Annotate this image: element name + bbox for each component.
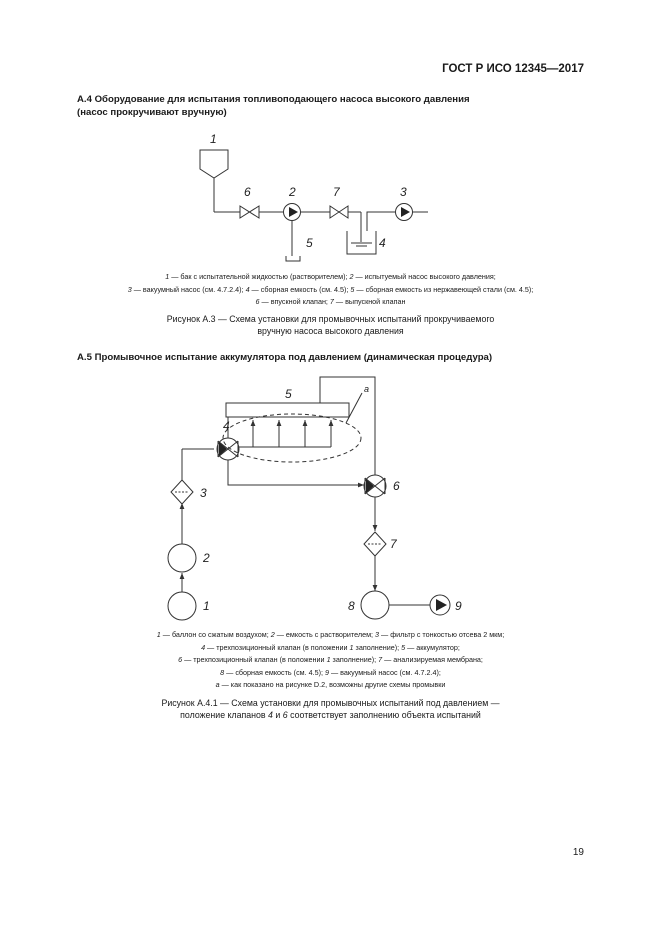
- legend-number: 1: [165, 272, 170, 281]
- legend-number: 1: [326, 655, 331, 665]
- legend-line: [40, 642, 621, 655]
- legend-number: 9: [324, 667, 329, 677]
- legend-text: — трехпозиционный клапан (в положении: [182, 655, 327, 665]
- figure-a3-diagram: [200, 150, 428, 261]
- fig41-label-5: 5: [285, 387, 292, 401]
- caption-line: [60, 710, 601, 722]
- fig3-label-5: 5: [306, 236, 313, 250]
- legend-line: [40, 654, 621, 667]
- legend-text: — как показано на рисунке D.2, возможны другие схемы промывки: [219, 680, 446, 690]
- legend-text: — фильтр с тонкостью отсева 2 мкм;: [379, 630, 505, 639]
- legend-text: — испытуемый насос высокого давления;: [353, 272, 496, 281]
- pipe-to-vacuum-pump: [367, 212, 395, 231]
- caption-text: положение клапанов: [180, 709, 269, 720]
- figure-a41-diagram: [168, 377, 450, 620]
- vacuum-pump-3-symbol: [396, 204, 413, 221]
- figure-a3-caption: [60, 314, 601, 337]
- legend-text: — емкость с растворителем;: [274, 630, 376, 639]
- legend-text: заполнение);: [353, 642, 402, 652]
- region-a-outline: [223, 414, 361, 462]
- legend-number: 1: [156, 630, 161, 639]
- fig41-label-9: 9: [455, 599, 462, 613]
- legend-text: — вакуумный насос (см. 4.7.2.4);: [131, 284, 246, 294]
- fig3-label-4: 4: [379, 236, 386, 250]
- legend-number: a: [215, 680, 220, 690]
- legend-number: 3: [375, 630, 380, 639]
- region-a-leader: [346, 393, 362, 423]
- fig3-label-7: 7: [333, 185, 340, 199]
- legend-text: — анализируемая мембрана;: [382, 655, 483, 665]
- legend-text: — сборная емкость из нержавеющей стали (см. 4.5);: [354, 284, 534, 294]
- tank-1-symbol: [200, 150, 228, 178]
- membrane-7-symbol: [364, 532, 386, 556]
- vacuum-pump-9-symbol: [430, 595, 450, 615]
- accumulator-5-symbol: [226, 403, 349, 417]
- legend-line: [40, 667, 621, 680]
- legend-number: 1: [349, 642, 354, 652]
- document-number: ГОСТ Р ИСО 12345—2017: [442, 63, 584, 75]
- legend-number: 5: [350, 284, 355, 294]
- fig41-label-8: 8: [348, 599, 355, 613]
- legend-number: 7: [378, 655, 383, 665]
- figure-a41-legend: [40, 629, 621, 692]
- section-a5-heading: А.5 Промывочное испытание аккумулятора под давлением (динамическая процедура): [77, 352, 493, 363]
- tested-pump-2-symbol: [284, 204, 301, 221]
- fig3-label-3: 3: [400, 185, 407, 199]
- fig41-label-2: 2: [203, 551, 210, 565]
- legend-text: — бак с испытательной жидкостью (растворителем);: [169, 272, 350, 281]
- fig3-label-6: 6: [244, 185, 251, 199]
- legend-number: 8: [220, 667, 225, 677]
- inlet-valve-6-symbol: [240, 206, 259, 218]
- legend-line: [40, 284, 621, 297]
- caption-line: вручную насоса высокого давления: [257, 325, 404, 336]
- legend-number: 7: [329, 297, 334, 307]
- air-bottle-1-symbol: [168, 592, 196, 620]
- caption-number: 4: [268, 709, 273, 720]
- legend-line: [40, 296, 621, 309]
- caption-text: соответствует заполнению объекта испытаний: [287, 709, 481, 720]
- legend-number: 6: [178, 655, 183, 665]
- legend-number: 2: [349, 272, 354, 281]
- legend-number: 2: [270, 630, 275, 639]
- legend-number: 4: [201, 642, 206, 652]
- legend-text: заполнение);: [330, 655, 379, 665]
- legend-number: 6: [255, 297, 260, 307]
- legend-text: — сборная емкость (см. 4.5);: [224, 667, 325, 677]
- solvent-container-2-symbol: [168, 544, 196, 572]
- fig41-label-6: 6: [393, 479, 400, 493]
- outlet-valve-7-symbol: [330, 206, 348, 218]
- three-way-valve-4-symbol: [217, 438, 239, 460]
- fig3-label-2: 2: [289, 185, 296, 199]
- caption-line: Рисунок А.3 — Схема установки для промывочных испытаний прокручиваемого: [166, 314, 495, 324]
- filter-3-symbol: [171, 480, 193, 504]
- legend-text: — вакуумный насос (см. 4.7.2.4);: [328, 667, 441, 677]
- collector-5-symbol: [286, 256, 300, 261]
- fig41-label-a: a: [364, 384, 370, 394]
- fig41-label-3: 3: [200, 486, 207, 500]
- fig41-label-1: 1: [203, 599, 210, 613]
- legend-text: — впускной клапан;: [259, 297, 330, 307]
- figure-a3-legend: [40, 271, 621, 309]
- legend-text: — трехпозиционный клапан (в положении: [205, 642, 350, 652]
- figure-a41-caption: [60, 698, 601, 721]
- legend-line: [40, 679, 621, 692]
- caption-line: Рисунок А.4.1 — Схема установки для промывочных испытаний под давлением —: [161, 698, 500, 708]
- legend-text: — аккумулятор;: [405, 642, 460, 652]
- page-number: 19: [572, 847, 584, 858]
- legend-text: — баллон со сжатым воздухом;: [160, 630, 271, 639]
- legend-text: — сборная емкость (см. 4.5);: [249, 284, 351, 294]
- section-a4-heading: А.4 Оборудование для испытания топливоподающего насоса высокого давления: [77, 94, 470, 105]
- three-way-valve-6-symbol: [364, 475, 386, 497]
- caption-text: и: [272, 709, 283, 720]
- fig3-label-1: 1: [210, 132, 217, 146]
- fig41-label-7: 7: [390, 537, 397, 551]
- legend-text: — выпускной клапан: [333, 297, 406, 307]
- legend-line: [40, 629, 621, 642]
- pipe-valve4-to-valve6: [228, 460, 364, 485]
- legend-number: 5: [401, 642, 406, 652]
- legend-number: 4: [245, 284, 250, 294]
- collector-8-symbol: [361, 591, 389, 619]
- fig41-label-4: 4: [223, 419, 230, 433]
- vessel-liquid-level: [351, 243, 372, 246]
- legend-number: 3: [127, 284, 132, 294]
- legend-line: [40, 271, 621, 284]
- caption-number: 6: [282, 709, 288, 720]
- section-a4-heading-continuation: (насос прокручивают вручную): [77, 107, 227, 118]
